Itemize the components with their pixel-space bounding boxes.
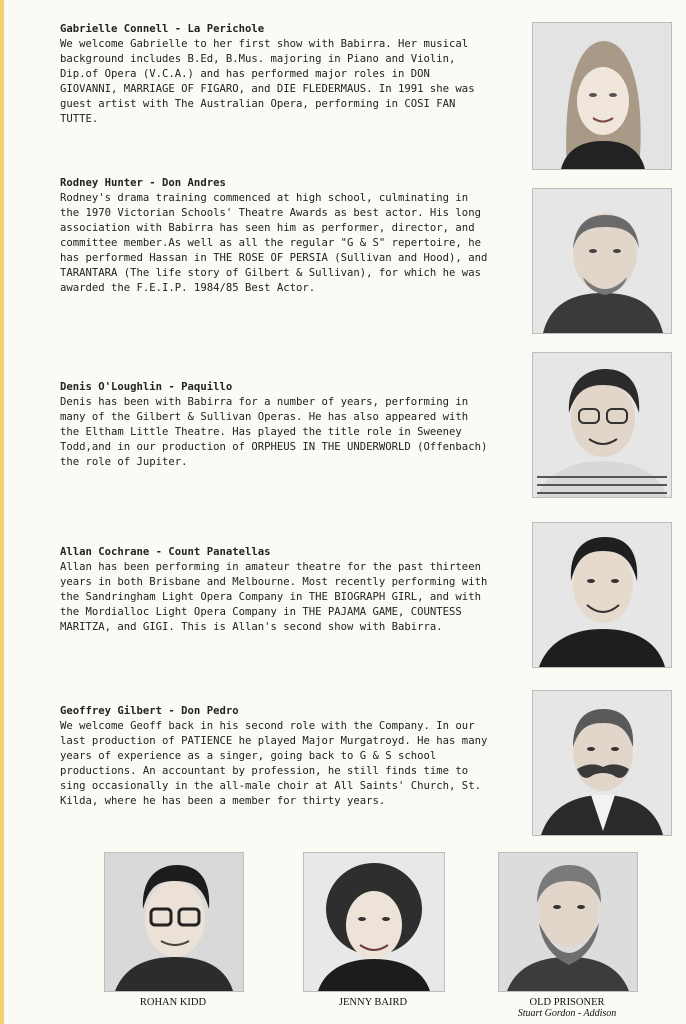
portrait-photo-rodney (532, 188, 672, 334)
bio-text: Denis has been with Babirra for a number of years, performing in many of the Gilbert & Sullivan Operas. He has also appeared with the Eltham Little Theatre. Has played the title role in Sweeney Todd,and in our production of ORPHEUS IN THE UNDERWORLD (Offenbach) the role of Jupiter. (60, 396, 488, 468)
bio-denis-oloughlin (60, 380, 490, 470)
bio-geoffrey-gilbert (60, 704, 490, 809)
portrait-photo-allan (532, 522, 672, 668)
caption-subtitle: Stuart Gordon - Addison (517, 1008, 617, 1019)
portrait-man-moustache-icon (533, 691, 671, 835)
portrait-man-bald-icon (533, 189, 671, 333)
bio-name: Denis O'Loughlin - Paquillo (60, 381, 233, 393)
portrait-photo-gabrielle (532, 22, 672, 170)
portrait-man-glasses-icon (533, 353, 671, 497)
page-edge-strip (0, 0, 4, 1024)
portrait-photo-geoffrey (532, 690, 672, 836)
bio-name: Geoffrey Gilbert - Don Pedro (60, 705, 239, 717)
bio-name: Rodney Hunter - Don Andres (60, 177, 226, 189)
bio-text: We welcome Gabrielle to her first show with Babirra. Her musical background includes B.Ed, B.Mus. majoring in Piano and Violin, Dip.of Opera (V.C.A.) and has performed major roles in DON GIOVANNI, MARRIAGE OF FIGARO, and DIE FLEDERMAUS. In 1991 she was guest artist with The Australian Opera, performing in COSI FAN TUTTE. (60, 38, 475, 125)
portrait-woman-icon (533, 23, 671, 169)
portrait-young-man-glasses-icon (105, 853, 243, 991)
bio-text: Allan has been performing in amateur theatre for the past thirteen years in both Brisbane and Melbourne. Most recently performing with the Sandringham Light Opera Company in THE BIOGRAPH GIRL, and with the Mordialloc Light Opera Company in THE PAJAMA GAME, COUNTESS MARITZA, and GIGI. This is Allan's second show with Babirra. (60, 561, 488, 633)
portrait-man-icon (533, 523, 671, 667)
portrait-woman-curly-icon (304, 853, 444, 991)
caption-name: JENNY BAIRD (338, 997, 408, 1008)
caption-old-prisoner (490, 997, 644, 1019)
caption-jenny-baird (303, 997, 443, 1008)
portrait-photo-jenny-baird (303, 852, 445, 992)
bio-allan-cochrane (60, 545, 490, 635)
bio-name: Allan Cochrane - Count Panatellas (60, 546, 271, 558)
caption-name: OLD PRISONER (529, 997, 605, 1008)
portrait-bearded-man-icon (499, 853, 637, 991)
bio-gabrielle-connell (60, 22, 490, 127)
bio-text: We welcome Geoff back in his second role with the Company. In our last production of PATIENCE he played Major Murgatroyd. He has many years of experience as a singer, going back to G & S school productions. An accountant by profession, he still finds time to sing occasionally in the all-male choir at All Saints' Church, St. Kilda, where he has been a member for thirty years. (60, 720, 488, 807)
portrait-photo-rohan-kidd (104, 852, 244, 992)
caption-rohan-kidd (104, 997, 242, 1008)
bio-rodney-hunter (60, 176, 490, 296)
portrait-photo-old-prisoner (498, 852, 638, 992)
bio-text: Rodney's drama training commenced at high school, culminating in the 1970 Victorian Schools' Theatre Awards as best actor. His long association with Babirra has seen him as performer, director, and committee member.As well as all the regular "G & S" repertoire, he has performed Hassan in THE ROSE OF PERSIA (Sullivan and Hood), and TARANTARA (The life story of Gilbert & Sullivan), for which he was awarded the F.E.I.P. 1984/85 Best Actor. (60, 192, 488, 294)
bio-name: Gabrielle Connell - La Perichole (60, 23, 265, 35)
caption-name: ROHAN KIDD (139, 997, 207, 1008)
portrait-photo-denis (532, 352, 672, 498)
